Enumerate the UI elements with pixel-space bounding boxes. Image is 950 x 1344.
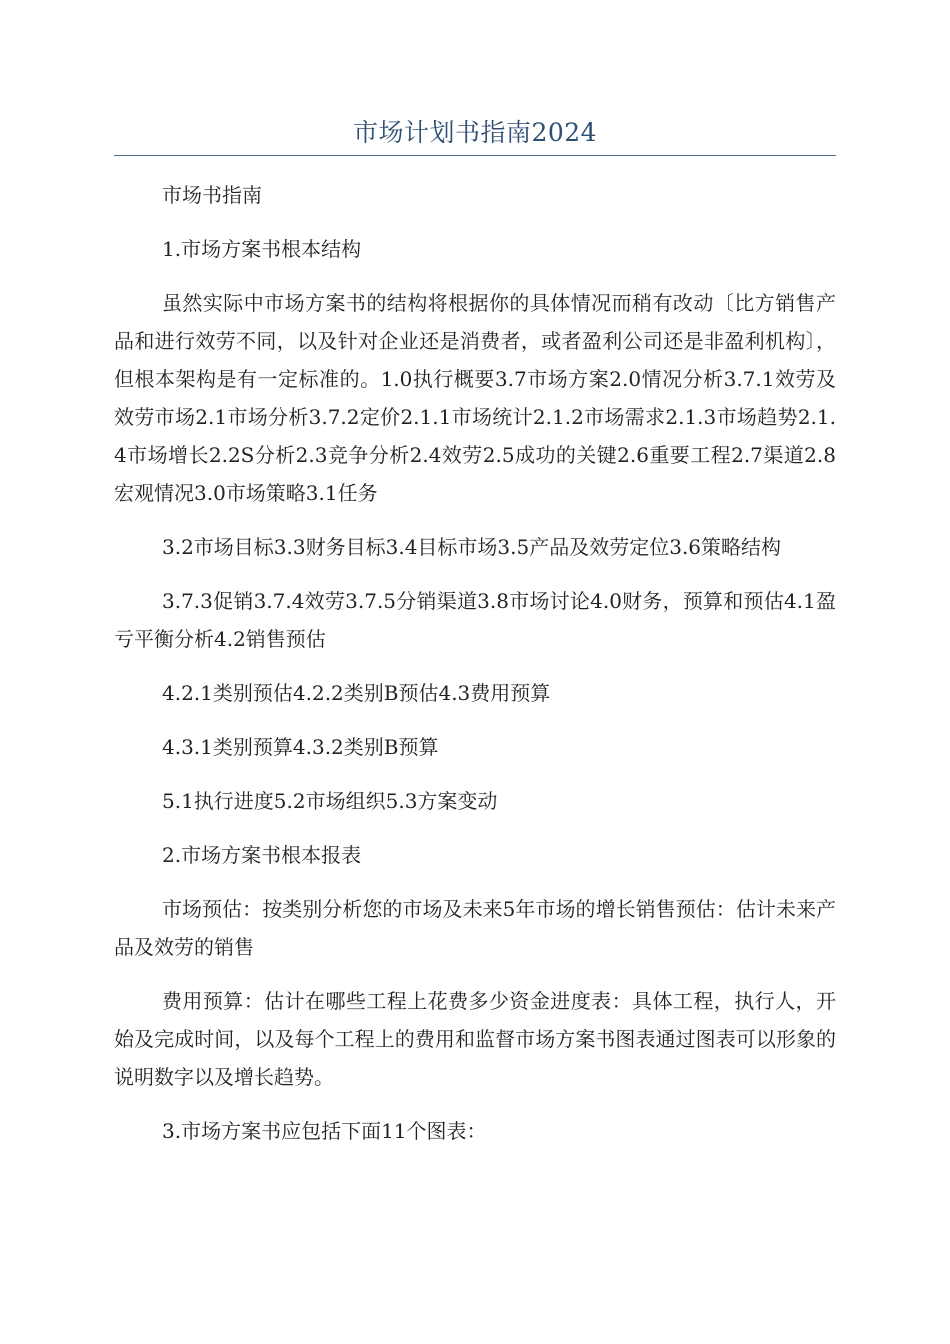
section-heading: 2.市场方案书根本报表 — [162, 843, 362, 867]
body-paragraph: 4.3.1类别预算4.3.2类别B预算 — [162, 735, 439, 759]
body-paragraph: 虽然实际中市场方案书的结构将根据你的具体情况而稍有改动〔比方销售产品和进行效劳不同，以及针对企业还是消费者，或者盈利公司还是非盈利机构〕，但根本架构是有一定标准的。1.0执行概要3.7市场方案2.0情况分析3.7.1效劳及效劳市场2.1市场分析3.7.2定价2.1.1市场统计2.1.2市场需求2.1.3市场趋势2.1.4市场增长2.2S分析2.3竞争分析2.4效劳2.5成功的关键2.6重要工程2.7渠道2.8宏观情况3.0市场策略3.1任务 — [114, 291, 836, 505]
section-heading: 3.市场方案书应包括下面11个图表： — [162, 1119, 487, 1143]
body-paragraph: 3.7.3促销3.7.4效劳3.7.5分销渠道3.8市场讨论4.0财务，预算和预估4.1盈亏平衡分析4.2销售预估 — [114, 589, 836, 651]
body-paragraph: 3.2市场目标3.3财务目标3.4目标市场3.5产品及效劳定位3.6策略结构 — [162, 535, 782, 559]
body-paragraph: 4.2.1类别预估4.2.2类别B预估4.3费用预算 — [162, 681, 551, 705]
section-heading: 市场书指南 — [162, 183, 262, 207]
body-paragraph: 市场预估：按类别分析您的市场及未来5年市场的增长销售预估：估计未来产品及效劳的销售 — [114, 897, 836, 959]
section-heading: 1.市场方案书根本结构 — [162, 237, 362, 261]
document-body — [114, 176, 836, 1150]
document-page — [114, 0, 836, 1166]
body-paragraph: 5.1执行进度5.2市场组织5.3方案变动 — [162, 789, 498, 813]
body-paragraph: 费用预算：估计在哪些工程上花费多少资金进度表：具体工程，执行人，开始及完成时间，以及每个工程上的费用和监督市场方案书图表通过图表可以形象的说明数字以及增长趋势。 — [114, 989, 836, 1089]
document-title: 市场计划书指南2024 — [352, 118, 598, 147]
title-underline — [114, 155, 836, 156]
